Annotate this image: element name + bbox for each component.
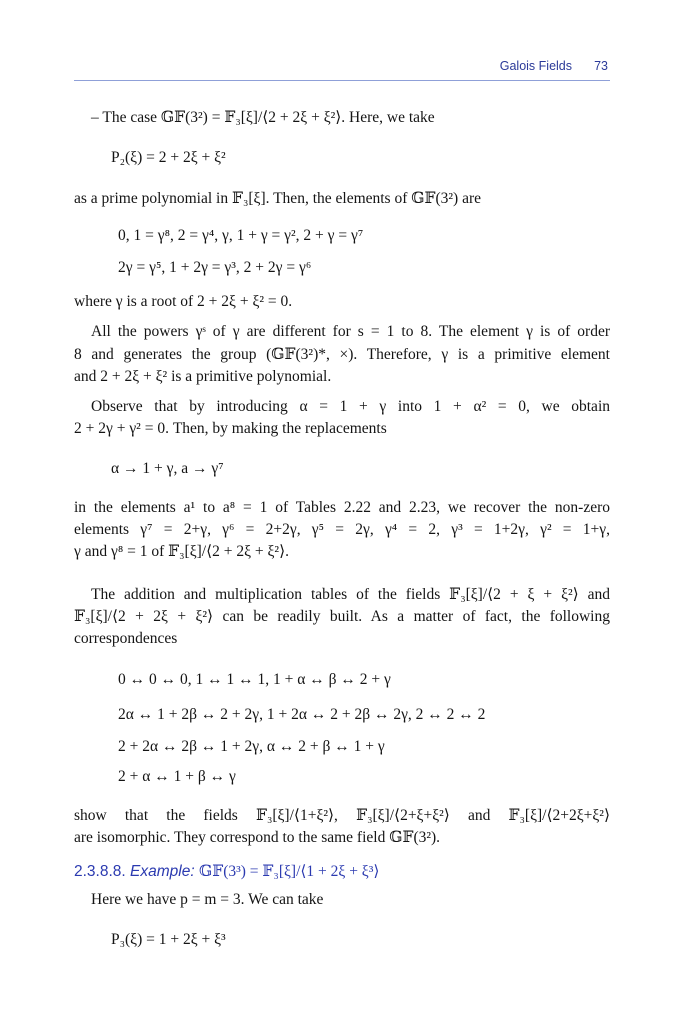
prime-polynomial-line: as a prime polynomial in 𝔽₃[ξ]. Then, the elements of 𝔾𝔽(3²) are — [74, 190, 482, 207]
here-line: Here we have p = m = 3. We can take — [91, 891, 324, 908]
powers-line-3: and 2 + 2ξ + ξ² is a primitive polynomial. — [74, 368, 332, 385]
correspondence-row-3: 2 + 2α ↔ 2β ↔ 1 + 2γ, α ↔ 2 + β ↔ 1 + γ — [118, 738, 385, 755]
observe-line-2: 2 + 2γ + γ² = 0. Then, by making the replacements — [74, 420, 387, 437]
elements-line-1: in the elements a¹ to a⁸ = 1 of Tables 2.22 and 2.23, we recover the non-zero — [74, 499, 610, 516]
addition-line-2: 𝔽₃[ξ]/⟨2 + 2ξ + ξ²⟩ can be readily built. As a matter of fact, the following — [74, 608, 610, 625]
header-title: Galois Fields — [499, 59, 572, 73]
section-number: 2.3.8.8. — [74, 863, 126, 880]
addition-line-3: correspondences — [74, 630, 178, 647]
elements-row-1: 0, 1 = γ⁸, 2 = γ⁴, γ, 1 + γ = γ², 2 + γ = γ⁷ — [118, 227, 364, 244]
where-line: where γ is a root of 2 + 2ξ + ξ² = 0. — [74, 293, 293, 310]
show-line-1: show that the fields 𝔽₃[ξ]/⟨1+ξ²⟩, 𝔽₃[ξ]/⟨2+ξ+ξ²⟩ and 𝔽₃[ξ]/⟨2+2ξ+ξ²⟩ — [74, 807, 610, 824]
elements-row-2: 2γ = γ⁵, 1 + 2γ = γ³, 2 + 2γ = γ⁶ — [118, 259, 312, 276]
case-line: – The case 𝔾𝔽(3²) = 𝔽₃[ξ]/⟨2 + 2ξ + ξ²⟩. Here, we take — [91, 109, 435, 126]
running-header — [74, 58, 610, 81]
powers-line-1: All the powers γˢ of γ are different for s = 1 to 8. The element γ is of order — [91, 323, 610, 340]
correspondence-row-4: 2 + α ↔ 1 + β ↔ γ — [118, 768, 236, 785]
correspondence-row-1: 0 ↔ 0 ↔ 0, 1 ↔ 1 ↔ 1, 1 + α ↔ β ↔ 2 + γ — [118, 671, 391, 688]
powers-line-2: 8 and generates the group (𝔾𝔽(3²)*, ×). Therefore, γ is a primitive element — [74, 346, 610, 363]
elements-line-3: γ and γ⁸ = 1 of 𝔽₃[ξ]/⟨2 + 2ξ + ξ²⟩. — [74, 543, 290, 560]
observe-line-1: Observe that by introducing α = 1 + γ into 1 + α² = 0, we obtain — [91, 398, 610, 415]
page-number: 73 — [594, 59, 608, 73]
equation-p2: P₂(ξ) = 2 + 2ξ + ξ² — [111, 149, 226, 166]
show-line-2: are isomorphic. They correspond to the same field 𝔾𝔽(3²). — [74, 829, 441, 846]
correspondence-row-2: 2α ↔ 1 + 2β ↔ 2 + 2γ, 1 + 2α ↔ 2 + 2β ↔ 2γ, 2 ↔ 2 ↔ 2 — [118, 706, 486, 723]
section-expression: 𝔾𝔽(3³) = 𝔽₃[ξ]/⟨1 + 2ξ + ξ³⟩ — [198, 863, 380, 880]
section-label: Example: — [130, 863, 195, 880]
section-heading — [74, 862, 379, 881]
addition-line-1: The addition and multiplication tables of the fields 𝔽₃[ξ]/⟨2 + ξ + ξ²⟩ and — [91, 586, 610, 603]
replacements-equation: α → 1 + γ, a → γ⁷ — [111, 460, 224, 477]
elements-line-2: elements γ⁷ = 2+γ, γ⁶ = 2+2γ, γ⁵ = 2γ, γ⁴ = 2, γ³ = 1+2γ, γ² = 1+γ, — [74, 521, 610, 538]
equation-p3: P₃(ξ) = 1 + 2ξ + ξ³ — [111, 931, 226, 948]
